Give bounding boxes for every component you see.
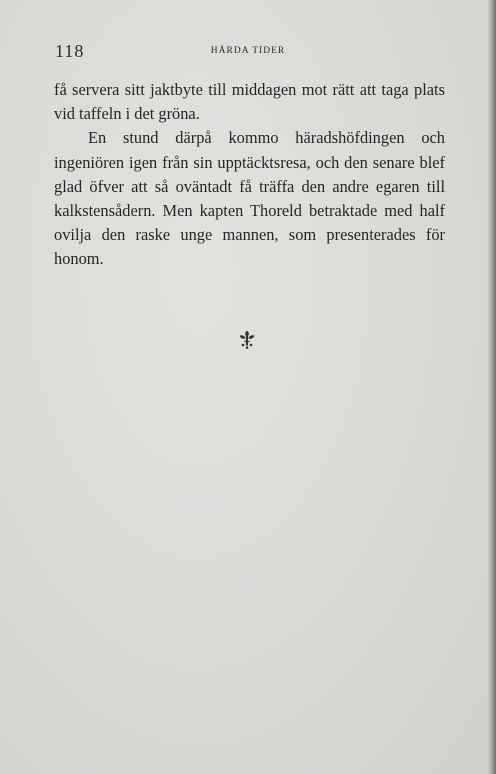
page-edge-shadow (488, 0, 496, 774)
body-text (54, 78, 445, 272)
page-number: 118 (55, 41, 85, 61)
fleuron-icon (236, 328, 258, 350)
running-title: HÅRDA TIDER (210, 46, 286, 56)
paragraph-1: få servera sitt jaktbyte till middagen mot rätt att taga plats vid taffeln i det gröna. (54, 80, 445, 124)
paragraph-2: En stund därpå kommo häradshöfdingen och ingeniören igen från sin upptäcktsresa, och den senare blef glad öfver att så oväntadt få träffa den andre egaren till kalkstensådern. Men kapten Thoreld betraktade med half ovilja den raske unge mannen, som presenterades för honom. (54, 128, 445, 269)
